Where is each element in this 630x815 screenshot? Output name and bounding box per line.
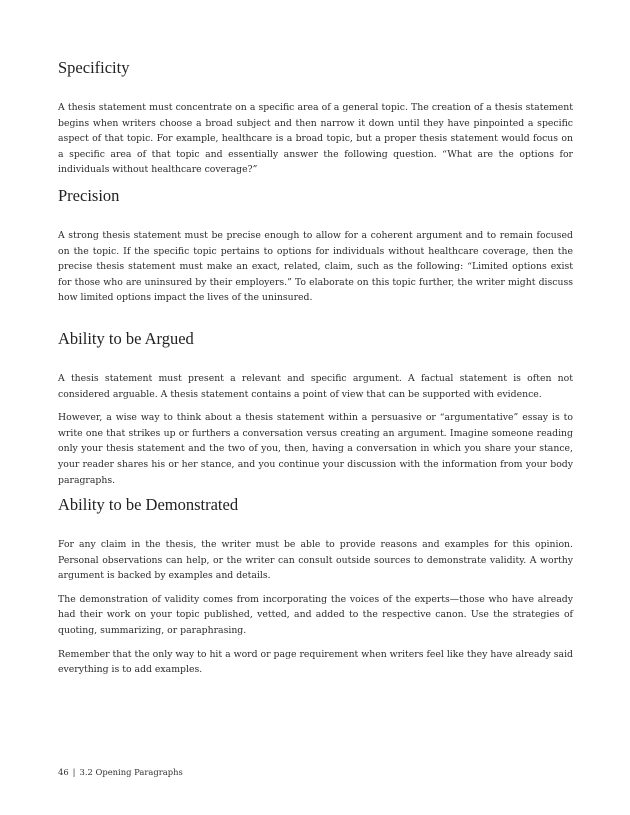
paragraph: However, a wise way to think about a thesis statement within a persuasive or “argumentative” essay is to write one that strikes up or furthers a conversation versus creating an argument. Imagine someone reading only your thesis statement and the two of you, then, having a conversation in which you share your stance, your reader shares his or her stance, and you continue your discussion with the information from your body paragraphs. <box>58 412 573 486</box>
section-heading: Precision <box>58 186 120 205</box>
chapter-title: 3.2 Opening Paragraphs <box>79 767 183 777</box>
section-heading: Ability to be Demonstrated <box>58 495 239 514</box>
section-heading: Ability to be Argued <box>58 329 194 348</box>
paragraph: For any claim in the thesis, the writer must be able to provide reasons and examples for this opinion. Personal observations can help, or the writer can consult outside sources to demonstrate validity. A worthy argument is backed by examples and details. <box>58 539 573 582</box>
paragraph: A strong thesis statement must be precise enough to allow for a coherent argument and to remain focused on the topic. If the specific topic pertains to options for individuals without healthcare coverage, then the precise thesis statement must make an exact, related, claim, such as the following: “Limited options exist for those who are uninsured by their employers.” To elaborate on this topic further, the writer might discuss how limited options impact the lives of the uninsured. <box>58 230 573 304</box>
section-ability-to-be-argued <box>58 329 573 488</box>
paragraph: A thesis statement must concentrate on a specific area of a general topic. The creation of a thesis statement begins when writers choose a broad subject and then narrow it down until they have pinpointed a specific aspect of that topic. For example, healthcare is a broad topic, but a proper thesis statement would focus on a specific area of that topic and essentially answer the following question. “What are the options for individuals without healthcare coverage?” <box>58 102 573 176</box>
section-ability-to-be-demonstrated <box>58 495 573 678</box>
footer-separator: | <box>72 767 76 777</box>
paragraph: A thesis statement must present a relevant and specific argument. A factual statement is often not considered arguable. A thesis statement contains a point of view that can be supported with evidence. <box>58 373 573 400</box>
section-heading: Specificity <box>58 58 130 77</box>
section-precision <box>58 186 573 306</box>
page-number: 46 <box>58 767 69 777</box>
section-specificity <box>58 58 573 178</box>
page-footer <box>58 766 183 778</box>
paragraph: Remember that the only way to hit a word or page requirement when writers feel like they have already said everything is to add examples. <box>58 648 573 676</box>
paragraph: The demonstration of validity comes from incorporating the voices of the experts—those who have already had their work on your topic published, vetted, and added to the respective canon. Use the strategies of quoting, summarizing, or paraphrasing. <box>58 593 573 636</box>
